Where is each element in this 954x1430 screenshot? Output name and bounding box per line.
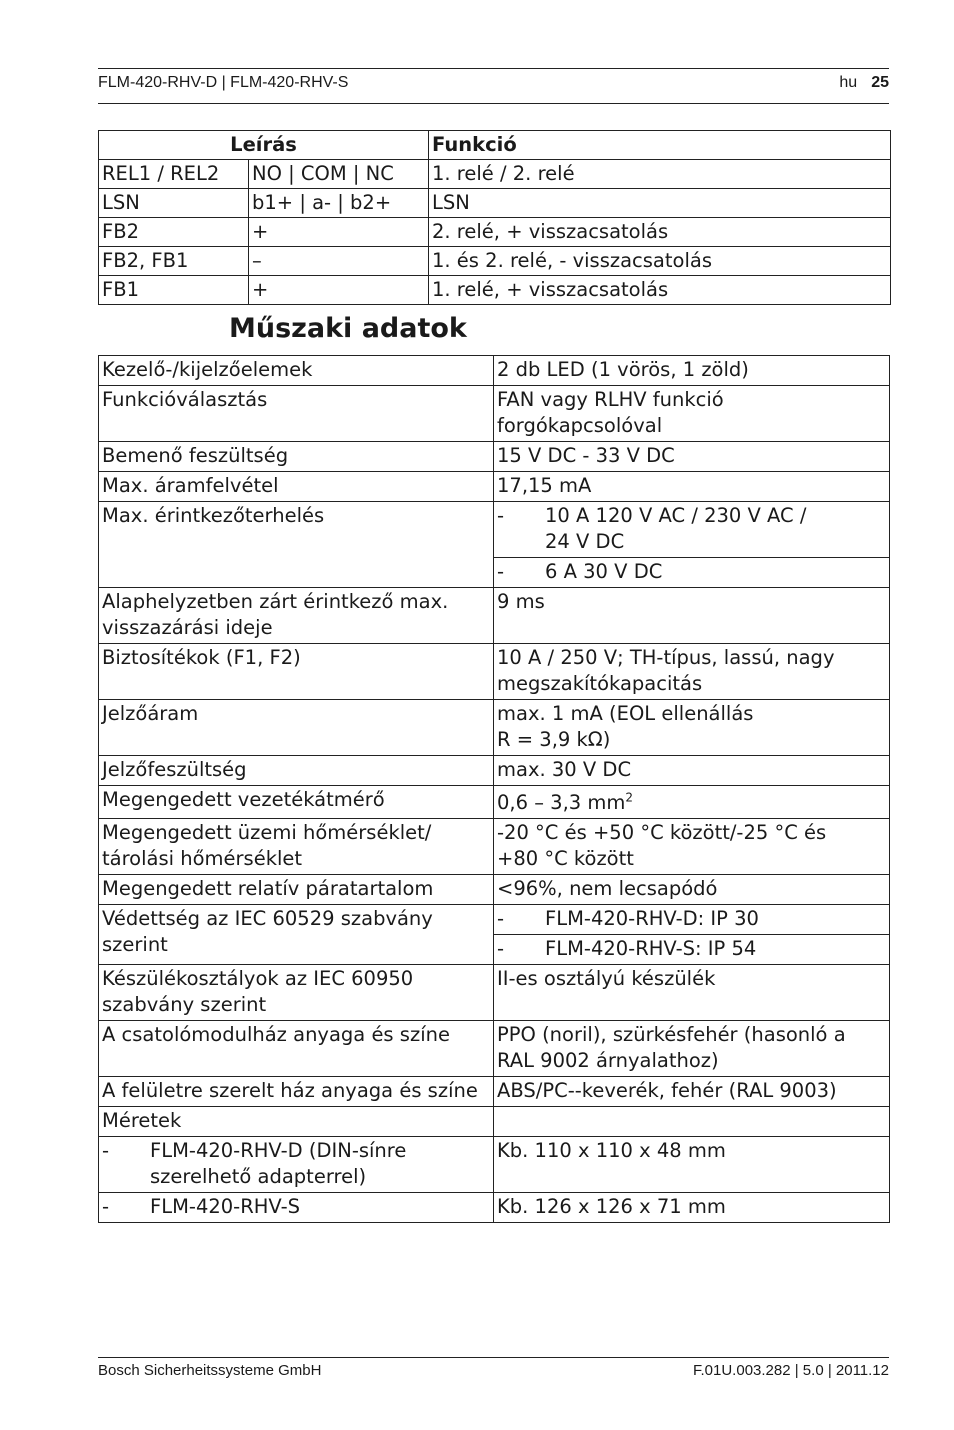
spec-label: Jelzőfeszültség xyxy=(99,756,494,786)
company-name: Bosch Sicherheitssysteme GmbH xyxy=(98,1362,322,1379)
spec-label-line: Alaphelyzetben zárt érintkező max. xyxy=(102,590,449,613)
spec-value-line: PPO (noril), szürkésfehér (hasonló a xyxy=(497,1023,846,1046)
table-row xyxy=(99,160,891,189)
list-dash: - xyxy=(497,560,505,583)
spec-label: Max. áramfelvétel xyxy=(99,472,494,502)
list-dash: - xyxy=(497,907,505,930)
terminal-name: FB1 xyxy=(99,276,249,305)
table-row xyxy=(99,189,891,218)
spec-value-line: R = 3,9 kΩ) xyxy=(497,728,611,751)
spec-value: II-es osztályú készülék xyxy=(494,965,890,1021)
spec-value xyxy=(494,786,890,819)
spec-label: Bemenő feszültség xyxy=(99,442,494,472)
spec-label: Kezelő-/kijelzőelemek xyxy=(99,356,494,386)
table-row xyxy=(99,247,891,276)
spec-label: Funkcióválasztás xyxy=(99,386,494,442)
spec-label-line: Készülékosztályok az IEC 60950 xyxy=(102,967,414,990)
spec-row xyxy=(99,965,890,1021)
spec-label-line: FLM-420-RHV-S xyxy=(150,1195,301,1218)
table-row xyxy=(99,218,891,247)
spec-label: Méretek xyxy=(99,1107,494,1137)
spec-row xyxy=(99,819,890,875)
spec-value: ABS/PC--keverék, fehér (RAL 9003) xyxy=(494,1077,890,1107)
document-title: FLM-420-RHV-D | FLM-420-RHV-S xyxy=(98,74,349,91)
spec-label-line: visszazárási ideje xyxy=(102,616,273,639)
page-info xyxy=(839,74,889,92)
spec-row xyxy=(99,472,890,502)
table-header-row xyxy=(99,131,891,160)
terminal-name: REL1 / REL2 xyxy=(99,160,249,189)
spec-row xyxy=(99,1107,890,1137)
spec-label: Biztosítékok (F1, F2) xyxy=(99,644,494,700)
spec-row xyxy=(99,386,890,442)
terminal-function: LSN xyxy=(429,189,891,218)
page-footer xyxy=(98,1357,889,1379)
page-number: 25 xyxy=(871,74,889,91)
terminal-function: 1. relé, + visszacsatolás xyxy=(429,276,891,305)
spec-row xyxy=(99,588,890,644)
spec-value xyxy=(494,1021,890,1077)
spec-label: A csatolómodulház anyaga és színe xyxy=(99,1021,494,1077)
superscript: 2 xyxy=(625,790,633,805)
spec-list-item xyxy=(494,558,890,588)
spec-value-line: megszakítókapacitás xyxy=(497,672,703,695)
list-dash: - xyxy=(497,504,505,527)
spec-value-line: max. 1 mA (EOL ellenállás xyxy=(497,702,754,725)
list-dash: - xyxy=(102,1195,110,1218)
spec-value-line: forgókapcsolóval xyxy=(497,414,663,437)
terminal-pins: + xyxy=(249,276,429,305)
terminal-function: 2. relé, + visszacsatolás xyxy=(429,218,891,247)
spec-value-line: +80 °C között xyxy=(497,847,634,870)
spec-row xyxy=(99,1137,890,1193)
spec-list-item xyxy=(494,905,890,935)
spec-value: 15 V DC - 33 V DC xyxy=(494,442,890,472)
terminal-pins: b1+ | a- | b2+ xyxy=(249,189,429,218)
section-title: Műszaki adatok xyxy=(229,313,467,344)
document-id: F.01U.003.282 | 5.0 | 2011.12 xyxy=(693,1362,889,1379)
spec-value-line: 10 A / 250 V; TH-típus, lassú, nagy xyxy=(497,646,835,669)
spec-row xyxy=(99,356,890,386)
spec-value-line: 6 A 30 V DC xyxy=(545,560,663,583)
spec-value-line: FLM-420-RHV-S: IP 54 xyxy=(545,937,757,960)
spec-value xyxy=(494,1107,890,1137)
page-header xyxy=(98,68,889,104)
list-dash: - xyxy=(102,1139,110,1162)
spec-value-line: 10 A 120 V AC / 230 V AC / xyxy=(545,504,807,527)
spec-value xyxy=(494,386,890,442)
header-function: Funkció xyxy=(429,131,891,160)
spec-row xyxy=(99,502,890,558)
spec-row xyxy=(99,1193,890,1223)
spec-value-line: RAL 9002 árnyalathoz) xyxy=(497,1049,719,1072)
spec-row xyxy=(99,875,890,905)
spec-row xyxy=(99,700,890,756)
terminal-pins: – xyxy=(249,247,429,276)
spec-label: Max. érintkezőterhelés xyxy=(99,502,494,588)
spec-label-line: szerelhető adapterrel) xyxy=(150,1165,367,1188)
spec-label xyxy=(99,588,494,644)
spec-label-line: szabvány szerint xyxy=(102,993,267,1016)
spec-row xyxy=(99,1077,890,1107)
spec-value-line: FAN vagy RLHV funkció xyxy=(497,388,724,411)
terminal-pins: NO | COM | NC xyxy=(249,160,429,189)
terminal-pins: + xyxy=(249,218,429,247)
language-code: hu xyxy=(839,74,858,91)
spec-list-item xyxy=(99,1137,494,1193)
spec-label-line: tárolási hőmérséklet xyxy=(102,847,303,870)
spec-value: 17,15 mA xyxy=(494,472,890,502)
spec-value: <96%, nem lecsapódó xyxy=(494,875,890,905)
spec-label xyxy=(99,819,494,875)
spec-value-line: -20 °C és +50 °C között/-25 °C és xyxy=(497,821,827,844)
terminal-name: LSN xyxy=(99,189,249,218)
spec-value: 9 ms xyxy=(494,588,890,644)
spec-value-text: 0,6 – 3,3 mm xyxy=(497,791,626,814)
list-dash: - xyxy=(497,937,505,960)
spec-row xyxy=(99,1021,890,1077)
terminal-name: FB2, FB1 xyxy=(99,247,249,276)
spec-label: Jelzőáram xyxy=(99,700,494,756)
header-description: Leírás xyxy=(99,131,429,160)
spec-label xyxy=(99,905,494,965)
spec-label-line: Védettség az IEC 60529 szabvány xyxy=(102,907,433,930)
spec-value: 2 db LED (1 vörös, 1 zöld) xyxy=(494,356,890,386)
spec-label xyxy=(99,965,494,1021)
terminal-function: 1. és 2. relé, - visszacsatolás xyxy=(429,247,891,276)
terminal-function: 1. relé / 2. relé xyxy=(429,160,891,189)
spec-label-line: Megengedett üzemi hőmérséklet/ xyxy=(102,821,432,844)
spec-row xyxy=(99,905,890,935)
spec-value-line: 24 V DC xyxy=(545,530,625,553)
spec-value-line: FLM-420-RHV-D: IP 30 xyxy=(545,907,759,930)
spec-list-item xyxy=(99,1193,494,1223)
spec-value: Kb. 110 x 110 x 48 mm xyxy=(494,1137,890,1193)
spec-value: Kb. 126 x 126 x 71 mm xyxy=(494,1193,890,1223)
spec-list-item xyxy=(494,935,890,965)
spec-label: Megengedett vezetékátmérő xyxy=(99,786,494,819)
spec-label-line: szerint xyxy=(102,933,168,956)
spec-value: max. 30 V DC xyxy=(494,756,890,786)
connection-table xyxy=(98,130,891,305)
spec-row xyxy=(99,786,890,819)
spec-list-item xyxy=(494,502,890,558)
spec-row xyxy=(99,442,890,472)
spec-value xyxy=(494,700,890,756)
terminal-name: FB2 xyxy=(99,218,249,247)
spec-row xyxy=(99,644,890,700)
specifications-table xyxy=(98,355,890,1223)
spec-value xyxy=(494,644,890,700)
table-row xyxy=(99,276,891,305)
spec-label: A felületre szerelt ház anyaga és színe xyxy=(99,1077,494,1107)
spec-label-line: FLM-420-RHV-D (DIN-sínre xyxy=(150,1139,407,1162)
spec-value xyxy=(494,819,890,875)
spec-row xyxy=(99,756,890,786)
spec-label: Megengedett relatív páratartalom xyxy=(99,875,494,905)
